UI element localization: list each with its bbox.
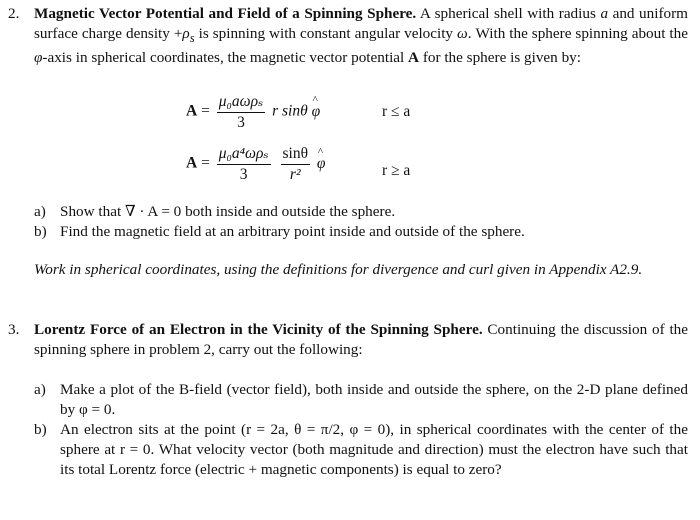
problem-3-part-a: a) Make a plot of the B-field (vector field), both inside and outside the sphere, on the 2-D plane defined by φ = 0. [34, 381, 688, 418]
problem-3 [8, 320, 688, 360]
equation-outside-fraction: $\frac{\text{μ₀a⁴ωρₛ}}{3}$ [218, 145, 269, 183]
problem-2-part-b: b) Find the magnetic field at an arbitrary point inside and outside of the sphere. [34, 223, 525, 240]
equation-outside: A = $\frac{\text{μ₀a⁴ωρₛ}}{3}$ $\frac{\sin\theta}{\text{r²}}$ ^ φ [186, 144, 325, 184]
problem-3-statement: Lorentz Force of an Electron in the Vicinity of the Spinning Sphere. Continuing the discussion of the spinning sphere in problem 2, carry out the following: [34, 321, 688, 358]
phi-hat-unit: ^ φ [317, 155, 326, 173]
problem-2-number: 2. [8, 5, 20, 22]
phi-hat-unit: ^ φ [312, 103, 321, 121]
problem-3-part-b: b) An electron sits at the point (r = 2a, θ = π/2, φ = 0), in spherical coordinates with the center of the sphere at r = 0. What velocity vector (both magnitude and direction) must the electron have such that its total Lorentz force (electric + magnetic components) is equal to zero? [34, 421, 688, 478]
equation-outside-condition: r ≥ a [382, 162, 411, 179]
problem-2-part-a: a) Show that ∇ · A = 0 both inside and outside the sphere. [34, 203, 396, 220]
problem-3-number: 3. [8, 321, 20, 338]
equation-inside: A = $\frac{\text{μ₀aωρₛ}}{3}$ r sinθ ^ φ [186, 92, 320, 132]
problem-3-title: Lorentz Force of an Electron in the Vicinity of the Spinning Sphere. [34, 321, 483, 338]
problem-2-statement: Magnetic Vector Potential and Field of a Spinning Sphere. A spherical shell with radius a and uniform surface charge density $+\rho_s$ is spinning with constant angular velocity ω. With the sphere spinning about the φ-axis in spherical coordinates, the magnetic vector potential A for the sphere is given by: [34, 5, 688, 67]
problem-2-note: Work in spherical coordinates, using the definitions for divergence and curl given in Appendix A2.9. [34, 261, 643, 278]
problem-3-parts [8, 380, 688, 480]
equation-inside-condition: r ≤ a [382, 103, 411, 120]
problem-2-parts [8, 202, 688, 242]
problem-2-title: Magnetic Vector Potential and Field of a Spinning Sphere. [34, 5, 417, 22]
equation-inside-fraction: $\frac{\text{μ₀aωρₛ}}{3}$ [218, 93, 264, 131]
equation-outside-fraction-2: $\frac{\sin\theta}{\text{r²}}$ [282, 144, 309, 183]
problem-2 [8, 4, 688, 68]
